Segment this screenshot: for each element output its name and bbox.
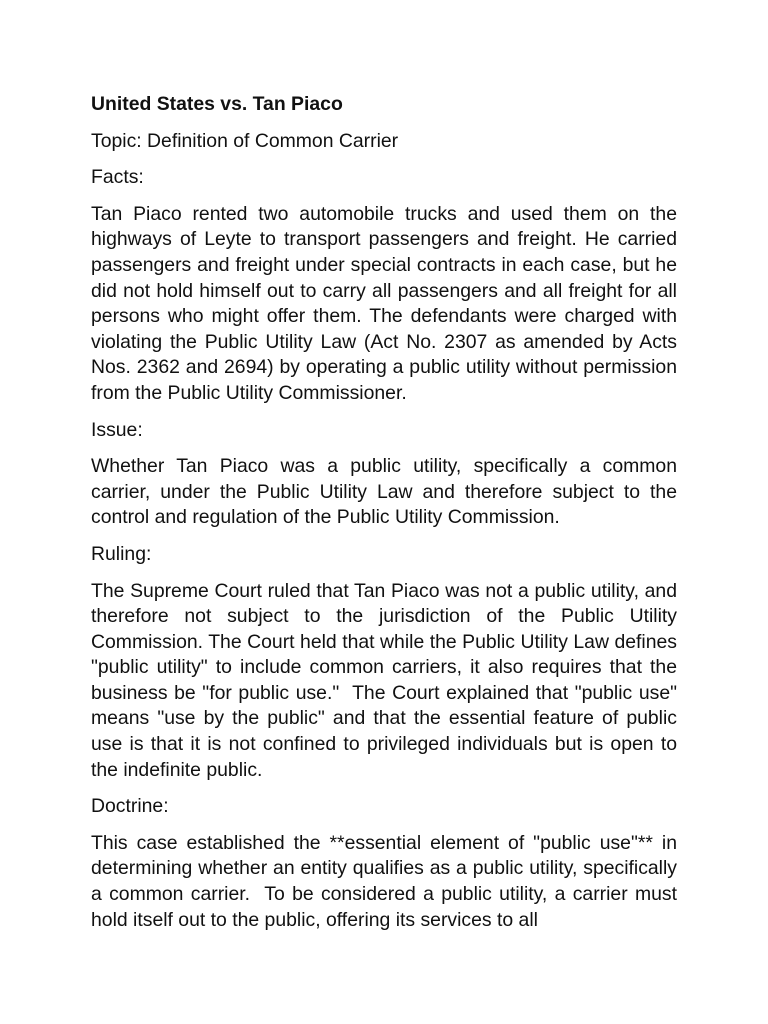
document-page <box>91 92 683 944</box>
facts-paragraph: Tan Piaco rented two automobile trucks and used them on the highways of Leyte to transport passengers and freight. He carried passengers and freight under special contracts in each case, but he did not hold himself out to carry all passengers and all freight for all persons who might offer them. The defendants were charged with violating the Public Utility Law (Act No. 2307 as amended by Acts Nos. 2362 and 2694) by operating a public utility without permission from the Public Utility Commissioner. <box>91 202 683 404</box>
ruling-paragraph: The Supreme Court ruled that Tan Piaco was not a public utility, and therefore not subject to the jurisdiction of the Public Utility Commission. The Court held that while the Public Utility Law defines "public utility" to include common carriers, it also requires that the business be "for public use." The Court explained that "public use" means "use by the public" and that the essential feature of public use is that it is not confined to privileged individuals but is open to the indefinite public. <box>91 579 683 781</box>
issue-heading: Issue: <box>91 418 143 441</box>
doctrine-paragraph: This case established the **essential element of "public use"** in determining whether an entity qualifies as a public utility, specifically a common carrier. To be considered a public utility, a carrier must hold itself out to the public, offering its services to all <box>91 831 683 931</box>
ruling-heading: Ruling: <box>91 542 152 565</box>
topic-line: Topic: Definition of Common Carrier <box>91 129 399 152</box>
case-title: United States vs. Tan Piaco <box>91 93 343 115</box>
issue-paragraph: Whether Tan Piaco was a public utility, specifically a common carrier, under the Public Utility Law and therefore subject to the control and regulation of the Public Utility Commission. <box>91 455 683 529</box>
facts-heading: Facts: <box>91 166 144 189</box>
doctrine-heading: Doctrine: <box>91 795 169 818</box>
